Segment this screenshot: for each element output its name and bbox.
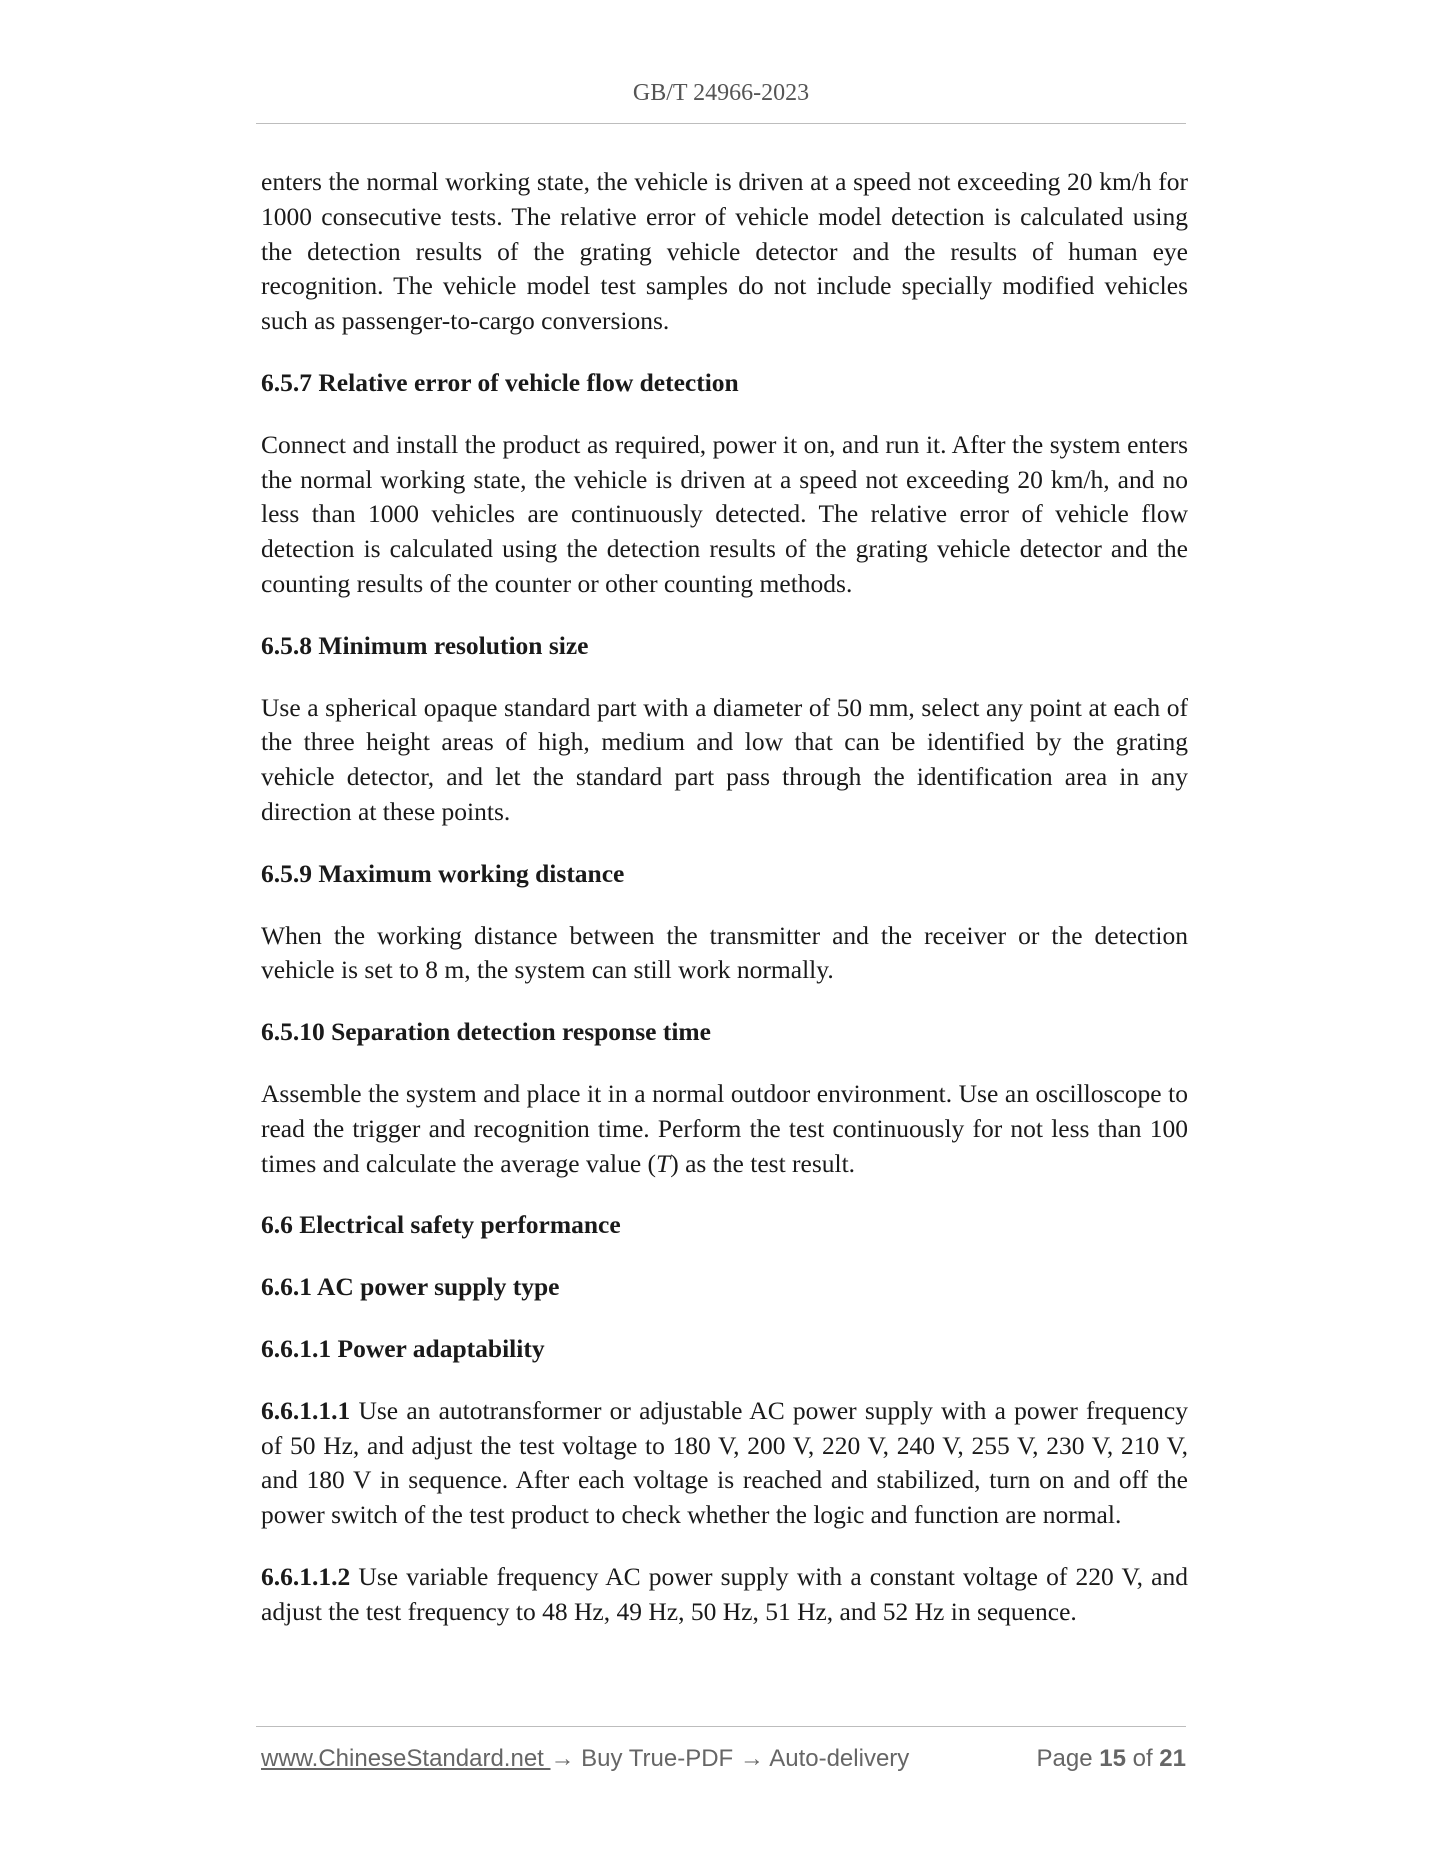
footer-promo <box>261 1745 909 1773</box>
current-page-number: 15 <box>1099 1745 1126 1772</box>
section-heading-6-5-8: 6.5.8 Minimum resolution size <box>261 630 589 660</box>
section-heading-6-5-7: 6.5.7 Relative error of vehicle flow detection <box>261 367 739 397</box>
clause-number-6-6-1-1-1: 6.6.1.1.1 <box>261 1395 351 1425</box>
paragraph-6-6-1-1-2 <box>261 1560 1188 1630</box>
paragraph-6-6-1-1-1 <box>261 1394 1188 1533</box>
paragraph-6-5-7: Connect and install the product as required, power it on, and run it. After the system enters the normal working state, the vehicle is driven at a speed not exceeding 20 km/h, and no less than 1000 vehicles are continuously detected. The relative error of vehicle flow detection is calculated using the detection results of the grating vehicle detector and the counting results of the counter or other counting methods. <box>261 429 1188 598</box>
total-pages-number: 21 <box>1159 1745 1186 1772</box>
header-divider <box>256 123 1186 124</box>
page-content <box>261 165 1188 1630</box>
section-heading-6-5-10: 6.5.10 Separation detection response time <box>261 1017 711 1047</box>
page-indicator <box>1037 1745 1186 1773</box>
paragraph-6-6-1-1-2-text: Use variable frequency AC power supply with a constant voltage of 220 V, and adjust the test frequency to 48 Hz, 49 Hz, 50 Hz, 51 Hz, and 52 Hz in sequence. <box>261 1561 1188 1626</box>
paragraph-6-6-1-1-1-text: Use an autotransformer or adjustable AC power supply with a power frequency of 50 Hz, and adjust the test voltage to 180 V, 200 V, 220 V, 240 V, 255 V, 230 V, 210 V, and 180 V in sequence. After each voltage is reached and stabilized, turn on and off the power switch of the test product to check whether the logic and function are normal. <box>261 1395 1188 1530</box>
website-link[interactable]: www.ChineseStandard.net <box>261 1745 551 1772</box>
arrow-right-icon: → <box>550 1745 575 1772</box>
footer-delivery-text: Auto-delivery <box>763 1745 910 1772</box>
paragraph-6-5-10-text-a: Assemble the system and place it in a normal outdoor environment. Use an oscilloscope to read the trigger and recognition time. Perform the test continuously for not less than 100 times and calculate the average value ( <box>261 1078 1188 1178</box>
document-id: GB/T 24966-2023 <box>632 80 810 106</box>
section-heading-6-6: 6.6 Electrical safety performance <box>261 1210 621 1240</box>
section-heading-6-6-1-1: 6.6.1.1 Power adaptability <box>261 1333 545 1363</box>
page-label: Page <box>1036 1745 1100 1772</box>
paragraph-6-5-9: When the working distance between the transmitter and the receiver or the detection vehicle is set to 8 m, the system can still work normally. <box>261 920 1188 985</box>
section-heading-6-6-1: 6.6.1 AC power supply type <box>261 1272 560 1302</box>
variable-T: T <box>656 1148 671 1178</box>
page-of-label: of <box>1125 1745 1160 1772</box>
document-header <box>256 80 1186 107</box>
footer-buy-text: Buy True-PDF <box>574 1745 740 1772</box>
arrow-right-icon: → <box>739 1745 764 1772</box>
paragraph-continuation: enters the normal working state, the vehicle is driven at a speed not exceeding 20 km/h for 1000 consecutive tests. The relative error of vehicle model detection is calculated using the detection results of the grating vehicle detector and the results of human eye recognition. The vehicle model test samples do not include specially modified vehicles such as passenger-to-cargo conversions. <box>261 167 1188 336</box>
section-heading-6-5-9: 6.5.9 Maximum working distance <box>261 858 625 888</box>
paragraph-6-5-10 <box>261 1077 1188 1181</box>
paragraph-6-5-10-text-b: ) as the test result. <box>670 1148 856 1178</box>
clause-number-6-6-1-1-2: 6.6.1.1.2 <box>261 1561 351 1591</box>
paragraph-6-5-8: Use a spherical opaque standard part with a diameter of 50 mm, select any point at each of the three height areas of high, medium and low that can be identified by the grating vehicle detector, and let the standard part pass through the identification area in any direction at these points. <box>261 692 1188 826</box>
footer-divider <box>256 1726 1186 1727</box>
